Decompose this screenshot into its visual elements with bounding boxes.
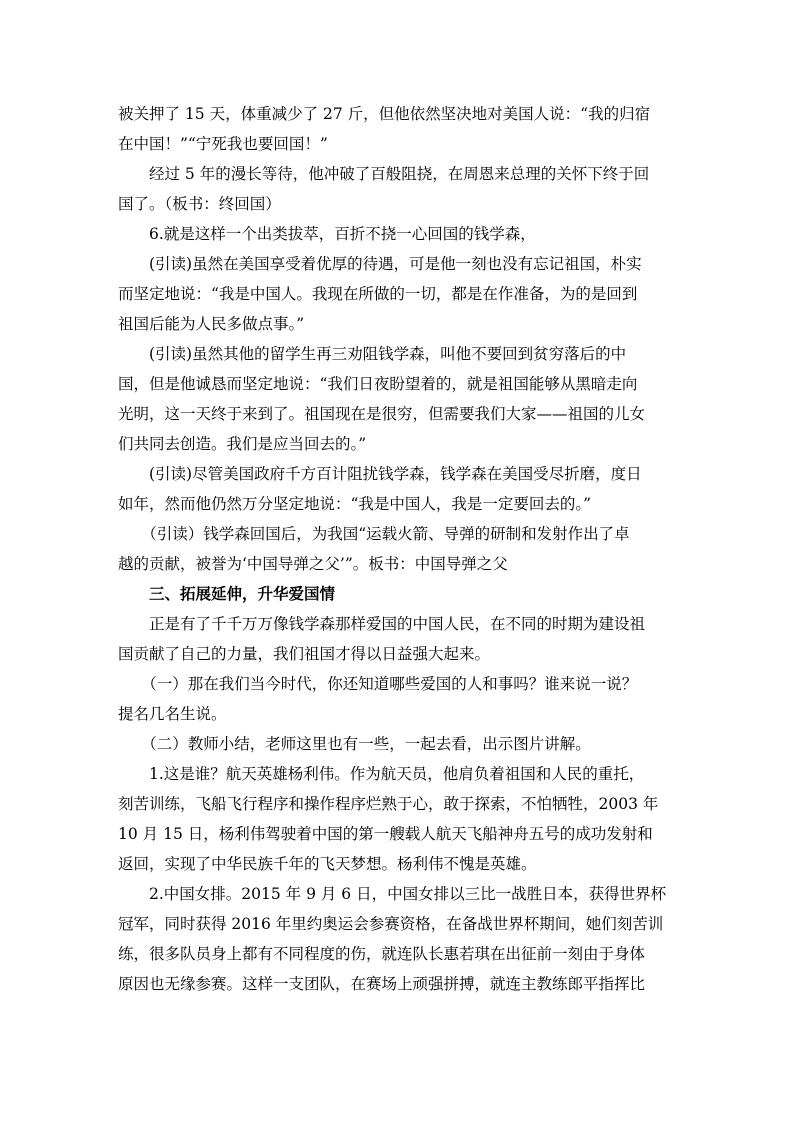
text-line: 们共同去创造。我们是应当回去的。” <box>118 435 367 453</box>
text-line: 在中国！”“宁死我也要回国！” <box>118 135 328 153</box>
text-line: 正是有了千千万万像钱学森那样爱国的中国人民，在不同的时期为建设祖 <box>118 615 646 633</box>
text-line: 练，很多队员身上都有不同程度的伤，就连队长惠若琪在出征前一刻由于身体 <box>118 945 646 963</box>
text-line: 返回，实现了中华民族千年的飞天梦想。杨利伟不愧是英雄。 <box>118 855 537 873</box>
text-line: （引读）钱学森回国后，为我国“运载火箭、导弹的研制和发射作出了卓 <box>118 525 630 543</box>
text-line: 经过 5 年的漫长等待，他冲破了百般阻挠，在周恩来总理的关怀下终于回 <box>118 165 650 183</box>
text-line: 越的贡献，被誉为‘中国导弹之父’”。板书：中国导弹之父 <box>118 555 508 573</box>
text-line: 国，但是他诚恳而坚定地说：“我们日夜盼望着的，就是祖国能够从黑暗走向 <box>118 375 638 393</box>
document-page <box>118 99 684 999</box>
text-line: 提名几名生说。 <box>118 705 227 723</box>
text-line: 而坚定地说：“我是中国人。我现在所做的一切，都是在作准备，为的是回到 <box>118 285 638 303</box>
text-line: 如年，然而他仍然万分坚定地说：“我是中国人，我是一定要回去的。” <box>118 495 592 513</box>
text-line: 光明，这一天终于来到了。祖国现在是很穷，但需要我们大家——祖国的儿女 <box>118 405 646 423</box>
text-line: 国了。（板书：终回国） <box>118 195 281 213</box>
text-line: (引读)尽管美国政府千方百计阻扰钱学森，钱学森在美国受尽折磨，度日 <box>118 465 642 483</box>
text-line: 10 月 15 日，杨利伟驾驶着中国的第一艘载人航天飞船神舟五号的成功发射和 <box>118 825 653 843</box>
text-line: (引读)虽然在美国享受着优厚的待遇，可是他一刻也没有忘记祖国，朴实 <box>118 255 642 273</box>
text-line: （二）教师小结，老师这里也有一些，一起去看，出示图片讲解。 <box>118 735 591 753</box>
text-line: 6.就是这样一个出类拔萃，百折不挠一心回国的钱学森， <box>118 225 536 243</box>
text-line: 被关押了 15 天，体重减少了 27 斤，但他依然坚决地对美国人说：“我的归宿 <box>118 105 651 123</box>
section-heading: 三、拓展延伸，升华爱国情 <box>118 584 336 603</box>
text-line: 2.中国女排。2015 年 9 月 6 日，中国女排以三比一战胜日本，获得世界杯 <box>118 885 667 903</box>
text-line: 1.这是谁？航天英雄杨利伟。作为航天员，他肩负着祖国和人民的重托， <box>118 765 645 783</box>
text-line: 刻苦训练，飞船飞行程序和操作程序烂熟于心，敢于探索，不怕牺牲，2003 年 <box>118 795 659 813</box>
text-line: 冠军，同时获得 2016 年里约奥运会参赛资格，在备战世界杯期间，她们刻苦训 <box>118 915 664 933</box>
text-line: 原因也无缘参赛。这样一支团队，在赛场上顽强拼搏，就连主教练郎平指挥比 <box>118 975 646 993</box>
text-line: （一）那在我们当今时代，你还知道哪些爱国的人和事吗？谁来说一说？ <box>118 675 638 693</box>
text-line: 国贡献了自己的力量，我们祖国才得以日益强大起来。 <box>118 645 491 663</box>
text-line: (引读)虽然其他的留学生再三劝阻钱学森，叫他不要回到贫穷落后的中 <box>118 345 627 363</box>
text-line: 祖国后能为人民多做点事。” <box>118 315 305 333</box>
